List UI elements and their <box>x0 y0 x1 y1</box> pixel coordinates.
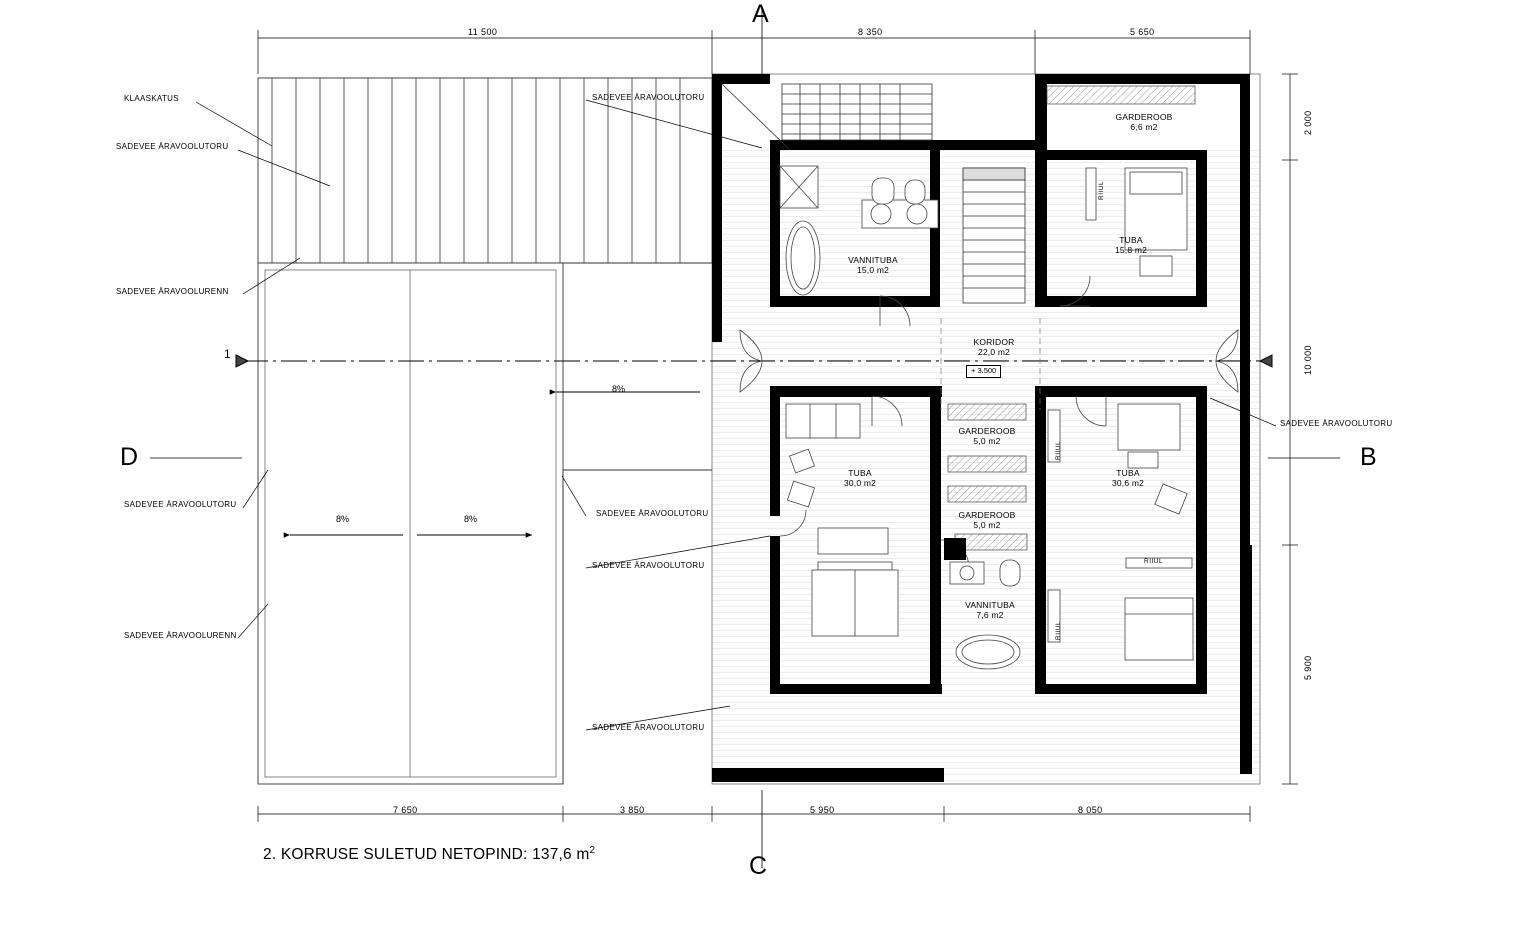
callout-toru-bottom: SADEVEE ÄRAVOOLUTORU <box>592 723 705 732</box>
riiul-label-4: RIIUL <box>1144 558 1164 565</box>
room-area: 5,0 m2 <box>973 519 1001 530</box>
callout-toru-right: SADEVEE ÄRAVOOLUTORU <box>1280 419 1393 428</box>
room-vannituba-76 <box>935 601 1045 621</box>
callout-klaaskatus: KLAASKATUS <box>124 94 179 103</box>
slope-label-mid: 8% <box>464 514 478 524</box>
callout-toru-left-1: SADEVEE ÄRAVOOLUTORU <box>116 142 229 151</box>
room-area: 30,0 m2 <box>843 477 877 488</box>
callout-toru-top: SADEVEE ÄRAVOOLUTORU <box>592 93 705 102</box>
axis-label-a: A <box>752 0 770 28</box>
axis-label-d: D <box>120 443 140 471</box>
room-garderoob-50-lower <box>932 511 1042 531</box>
room-area: 5,0 m2 <box>973 435 1001 446</box>
room-area: 6,6 m2 <box>1130 121 1158 132</box>
room-name: TUBA <box>848 468 872 478</box>
section-marker-1: 1 <box>224 347 231 361</box>
elevation-tag: + 3.500 <box>966 365 1001 378</box>
room-area: 15,8 m2 <box>1114 244 1148 255</box>
axis-label-b: B <box>1360 443 1378 471</box>
dimension-right-2: 10 000 <box>1303 345 1313 375</box>
room-area: 30,6 m2 <box>1111 477 1145 488</box>
riiul-label-2: RIIUL <box>1055 440 1062 460</box>
dimension-top-2: 8 350 <box>858 27 883 37</box>
room-garderoob-50-upper <box>932 427 1042 447</box>
callout-renn-left-2: SADEVEE ÄRAVOOLURENN <box>124 631 237 640</box>
dimension-bottom-3: 5 950 <box>810 805 835 815</box>
dimension-right-1: 2 000 <box>1303 110 1313 135</box>
callout-toru-mid-1: SADEVEE ÄRAVOOLUTORU <box>596 509 709 518</box>
slope-label-left: 8% <box>336 514 350 524</box>
plan-geometry <box>236 74 1272 784</box>
room-area: 22,0 m2 <box>977 346 1011 357</box>
room-garderoob-66 <box>1084 113 1204 133</box>
room-name: GARDEROOB <box>1115 112 1173 122</box>
room-name: GARDEROOB <box>958 510 1016 520</box>
footer-net-area <box>263 845 595 864</box>
room-name: GARDEROOB <box>958 426 1016 436</box>
room-area: 7,6 m2 <box>976 609 1004 620</box>
footer-text: 2. KORRUSE SULETUD NETOPIND: 137,6 m <box>263 846 590 864</box>
room-name: VANNITUBA <box>965 600 1015 610</box>
room-name: TUBA <box>1119 235 1143 245</box>
slope-label-top: 8% <box>612 384 626 394</box>
dimension-bottom-1: 7 650 <box>393 805 418 815</box>
room-koridor-220 <box>939 338 1049 358</box>
callout-toru-mid-2: SADEVEE ÄRAVOOLUTORU <box>592 561 705 570</box>
room-tuba-300 <box>805 469 915 489</box>
dimension-top-3: 5 650 <box>1130 27 1155 37</box>
dimension-top-1: 11 500 <box>468 27 498 37</box>
axis-label-c: C <box>749 852 769 880</box>
dimension-bottom-2: 3 850 <box>620 805 645 815</box>
room-name: KORIDOR <box>973 337 1015 347</box>
room-tuba-158 <box>1076 236 1186 256</box>
callout-renn-left-1: SADEVEE ÄRAVOOLURENN <box>116 287 229 296</box>
callout-toru-left-2: SADEVEE ÄRAVOOLUTORU <box>124 500 237 509</box>
room-tuba-306 <box>1073 469 1183 489</box>
room-vannituba-150 <box>818 256 928 276</box>
room-name: TUBA <box>1116 468 1140 478</box>
riiul-label-1: RIIUL <box>1098 180 1105 200</box>
room-area: 15,0 m2 <box>856 264 890 275</box>
room-name: VANNITUBA <box>848 255 898 265</box>
riiul-label-3: RIIUL <box>1055 620 1062 640</box>
dimension-right-3: 5 900 <box>1303 655 1313 680</box>
dimension-bottom-4: 8 050 <box>1078 805 1103 815</box>
footer-superscript: 2 <box>589 845 596 856</box>
